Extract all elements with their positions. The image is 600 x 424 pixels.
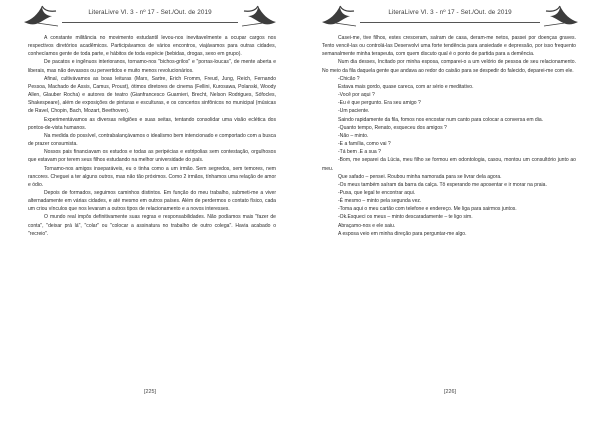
paragraph: Depois de formados, seguimos caminhos distintos. Em função do meu trabalho, submeti-me a viver alternadamente em várias cidades, e até mesmo em outros países. Além de perdermos o contato físico, cada um criou vínculos que nos levaram a outros tipos de relacionamento e a novos interesses. bbox=[28, 189, 276, 213]
dialogue-line: -Chicão ? bbox=[338, 75, 360, 82]
header-title: LiteraLivre Vl. 3 - nº 17 - Set./Out. de 2019 bbox=[88, 9, 212, 16]
dialogue-line: -Você por aqui ? bbox=[338, 92, 375, 99]
paragraph: Nossos pais financiavam os estudos e todas as peripécias e estripolias sem contestação, orgulhosos que estavam por terem seus filhos estudando na melhor universidade do país. bbox=[28, 149, 276, 164]
dialogue-line: -Toma aqui o meu cartão com telefone e endereço. Me liga para sairmos juntos. bbox=[338, 206, 517, 213]
dialogue-line: -Bom, me separei da Lúcia, meu filho se formou em odontologia, casou, montou um consultório junto ao meu. bbox=[322, 157, 576, 172]
dialogue-line: -Tá bem .E a sua ? bbox=[338, 149, 381, 156]
paragraph: O mundo real impôs definitivamente suas regras e responsabilidades. Não podíamos mais "fazer de conta", "deixar prá lá", "colar" ou "colocar a assinatura no trabalho de outro colega". Havia acabado o "recreio". bbox=[28, 214, 276, 237]
paragraph: A esposa veio em minha direção para perguntar-me algo. bbox=[338, 230, 467, 237]
page-body bbox=[28, 34, 276, 238]
dialogue-line: -Ok.Esqueci os meus – minto descaradamente – te ligo sim. bbox=[338, 214, 473, 221]
page-number: [225] bbox=[144, 389, 156, 395]
paragraph: Casei-me, tive filhos, estes cresceram, saíram de casa, deram-me netos, passei por doenças graves. Tento vencê-las ou controlá-las Desenvolvi uma forte tendência para ansiedade e depressão, por isso frequento semanalmente minha terapeuta, com quem discuto qual é o ponto de partida para a demência. bbox=[322, 35, 576, 58]
page-body bbox=[322, 34, 576, 238]
paragraph: Tornamo-nos amigos inseparáveis, eu o tinha como a um irmão. Sem segredos, sem temores, nem rancores. Cheguei a ter alguns outros, mas não tão próximos. Como 2 irmãos, tínhamos uma relação de amor e ódio. bbox=[28, 165, 276, 188]
page-header bbox=[300, 2, 600, 30]
right-page bbox=[300, 0, 600, 424]
winged-quill-icon bbox=[240, 2, 278, 28]
page-header bbox=[0, 2, 300, 30]
header-rule bbox=[360, 22, 540, 23]
dialogue-line: -Não – minto. bbox=[338, 132, 369, 139]
dialogue-line: -Um paciente. bbox=[338, 108, 370, 115]
dialogue-line: -Os meus também saíram da barra da calça. Tô esperando me aposentar e ir morar na praia. bbox=[338, 181, 547, 188]
paragraph: Saindo rapidamente da fila, fomos nos encostar num canto para colocar a conversa em dia. bbox=[338, 116, 544, 123]
paragraph: Que safado – pensei. Roubou minha namorada para se livrar dela agora. bbox=[338, 173, 502, 180]
page-number: [226] bbox=[444, 389, 456, 395]
winged-quill-icon bbox=[542, 2, 580, 28]
dialogue-line: -Quanto tempo, Renato, esqueceu dos amigos ? bbox=[338, 124, 447, 131]
dialogue-line: -Puxa, que legal te encontrar aqui. bbox=[338, 189, 416, 196]
paragraph: Abraçamo-nos e ele saiu. bbox=[338, 222, 396, 229]
dialogue-line: -É mesmo – minto pela segunda vez. bbox=[338, 198, 422, 205]
paragraph: De pacatos e ingênuos interioranos, tornamo-nos "bichos-grilos" e "porras-loucas", de mente aberta e liberais, mas não devassos ou pervertidos e muito menos revolucionários. bbox=[28, 59, 276, 74]
dialogue-line: -E a família, como vai ? bbox=[338, 141, 391, 148]
paragraph: Num dia desses, Incitado por minha esposa, comparei-o a um velório de pessoa de seu relacionamento. No meio da fila daquela gente que andava ao redor do caixão para se despedir do falecido, deparei-me com ele. bbox=[322, 59, 576, 74]
paragraph: Experimentávamos as diversas religiões e suas seitas, tentando consolidar uma visão eclética dos pontos-de-vista humanos. bbox=[28, 116, 276, 131]
header-title: LiteraLivre Vl. 3 - nº 17 - Set./Out. de 2019 bbox=[388, 9, 512, 16]
paragraph: Afinal, cultivávamos as boas leituras (Marx, Sartre, Erich Fromm, Freud, Jung, Reich, Fernando Pessoa, Machado de Assis, Camus, Proust), ótimos diretores de cinema (Fellini, Kurosawa, Polanski, Woody Allen, Glauber Rocha) e autores de teatro (Gianfrancesco Guarnieri, Brecht, Nelson Rodrigues, Sófocles, Shakespeare), além de exposições de pinturas e esculturas, e os concertos sinfônicos no municipal (músicas de Ravel, Chopin, Bach, Mozart, Beethoven). bbox=[28, 75, 276, 115]
header-rule bbox=[62, 22, 238, 23]
dialogue-line: -Eu é que pergunto. Era seu amigo ? bbox=[338, 100, 421, 107]
paragraph: Estava mais gordo, quase careca, com ar sério e meditativo. bbox=[338, 83, 474, 90]
paragraph: A constante militância no movimento estudantil levou-nos inevitavelmente a ocupar cargos nos respectivos diretórios acadêmicos. Participávamos de vários encontros, viajávamos para outras cidades, conhecíamos gente de toda parte, e hábitos de toda espécie (bebidas, drogas, sexo em grupo). bbox=[28, 35, 276, 58]
paragraph: Na medida do possível, contrabalançávamos o idealismo bem intencionado e comportado com a busca de prazer consumista. bbox=[28, 132, 276, 148]
